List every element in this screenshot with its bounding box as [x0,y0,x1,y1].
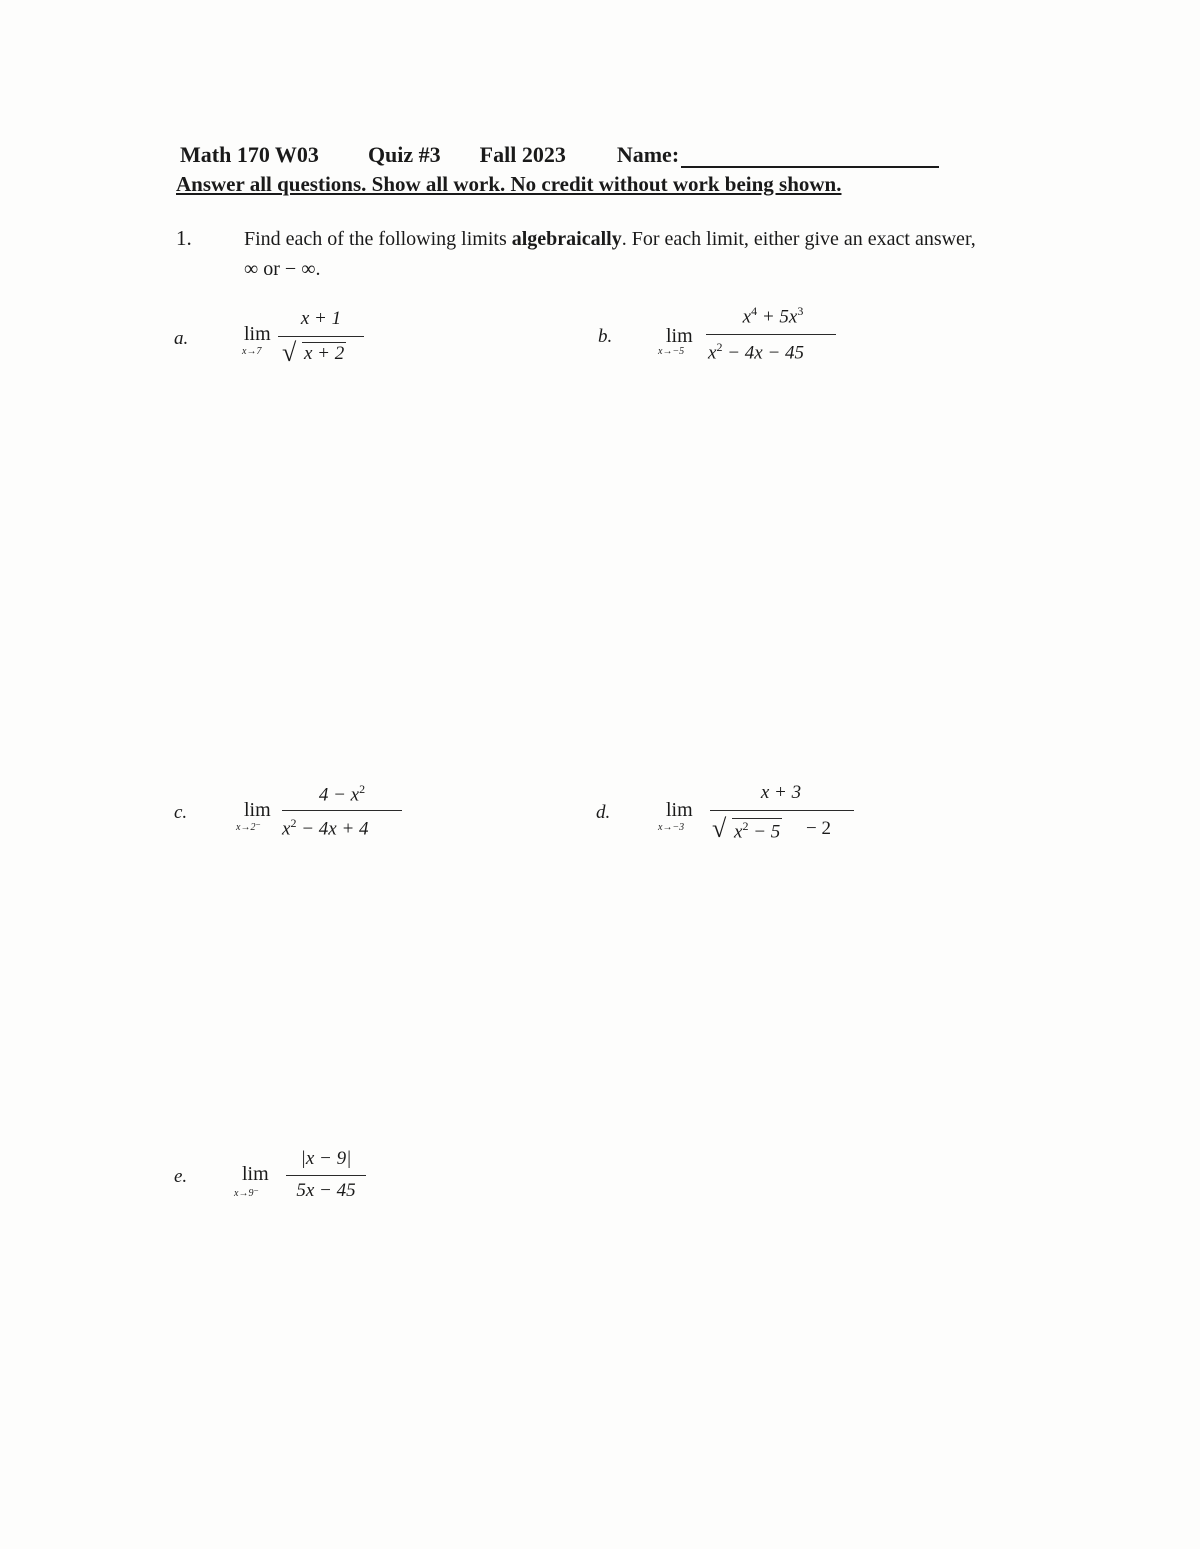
question-text-start: Find each of the following limits [244,228,512,250]
num-exp-a: 4 [751,304,758,318]
part-e-label: e. [174,1166,188,1187]
question-number: 1. [176,226,192,250]
part-a-label: a. [174,328,189,349]
den-term-b: − 4x − 45 [722,342,805,364]
radicand [732,818,782,843]
den-term-a: x [282,818,291,840]
limit-approach: x→9⁻ [234,1188,259,1199]
numerator: x + 3 [760,782,802,803]
course-title: Math 170 W03 [180,142,319,167]
question-text-end: . For each limit, either give an exact answer, ∞ or − ∞. [244,228,976,280]
num-term-b: + 5x [757,306,798,328]
part-a-expression [244,306,384,376]
num-exp-b: 3 [797,304,804,318]
den-term-a: x [708,342,717,364]
quiz-number: Quiz #3 [367,142,441,167]
fraction-bar [282,810,402,811]
limit-approach: x→7 [242,346,262,357]
term: Fall 2023 [479,142,566,167]
den-exp: 2 [290,816,297,830]
fraction-bar [278,336,364,337]
sqrt-icon: √ [282,338,297,367]
numerator [282,782,402,806]
part-b-expression [660,304,850,374]
denominator-tail: − 2 [806,818,831,839]
numerator [710,304,836,328]
limit-operator: lim [242,1163,269,1185]
rad-term-a: x [734,821,743,843]
question-text-emphasis: algebraically [511,228,622,250]
fraction-bar [710,810,854,811]
num-exp: 2 [359,782,366,796]
numerator: |x − 9| [300,1148,352,1169]
fraction-bar [706,334,836,335]
question-text [244,224,984,284]
denominator [708,340,804,364]
part-d-expression [658,780,868,850]
part-c-expression [238,780,418,850]
limit-approach: x→−5 [658,346,685,357]
den-exp: 2 [716,340,723,354]
denominator: x + 2 [304,343,345,364]
limit-approach: x→2⁻ [236,822,261,833]
part-d-label: d. [596,802,611,823]
num-term: 4 − x [318,784,360,806]
part-e-expression [236,1144,386,1214]
numerator: x + 1 [300,308,342,329]
limit-operator: lim [666,799,693,821]
den-term-b: − 4x + 4 [296,818,369,840]
sqrt-icon: √ [712,814,727,843]
quiz-header [180,142,939,168]
part-c-label: c. [174,802,188,823]
limit-approach: x→−3 [658,822,685,833]
limit-operator: lim [244,323,271,345]
rad-term-b: − 5 [748,821,781,843]
denominator [282,816,369,840]
instructions: Answer all questions. Show all work. No credit without work being shown. [176,172,842,196]
name-label: Name: [616,142,680,167]
limit-operator: lim [666,325,693,347]
name-field[interactable] [681,146,939,168]
num-term-a: x [742,306,752,328]
rad-exp: 2 [742,819,749,833]
limit-operator: lim [244,799,271,821]
part-b-label: b. [598,326,613,347]
fraction-bar [286,1175,366,1176]
denominator: 5x − 45 [296,1180,356,1201]
